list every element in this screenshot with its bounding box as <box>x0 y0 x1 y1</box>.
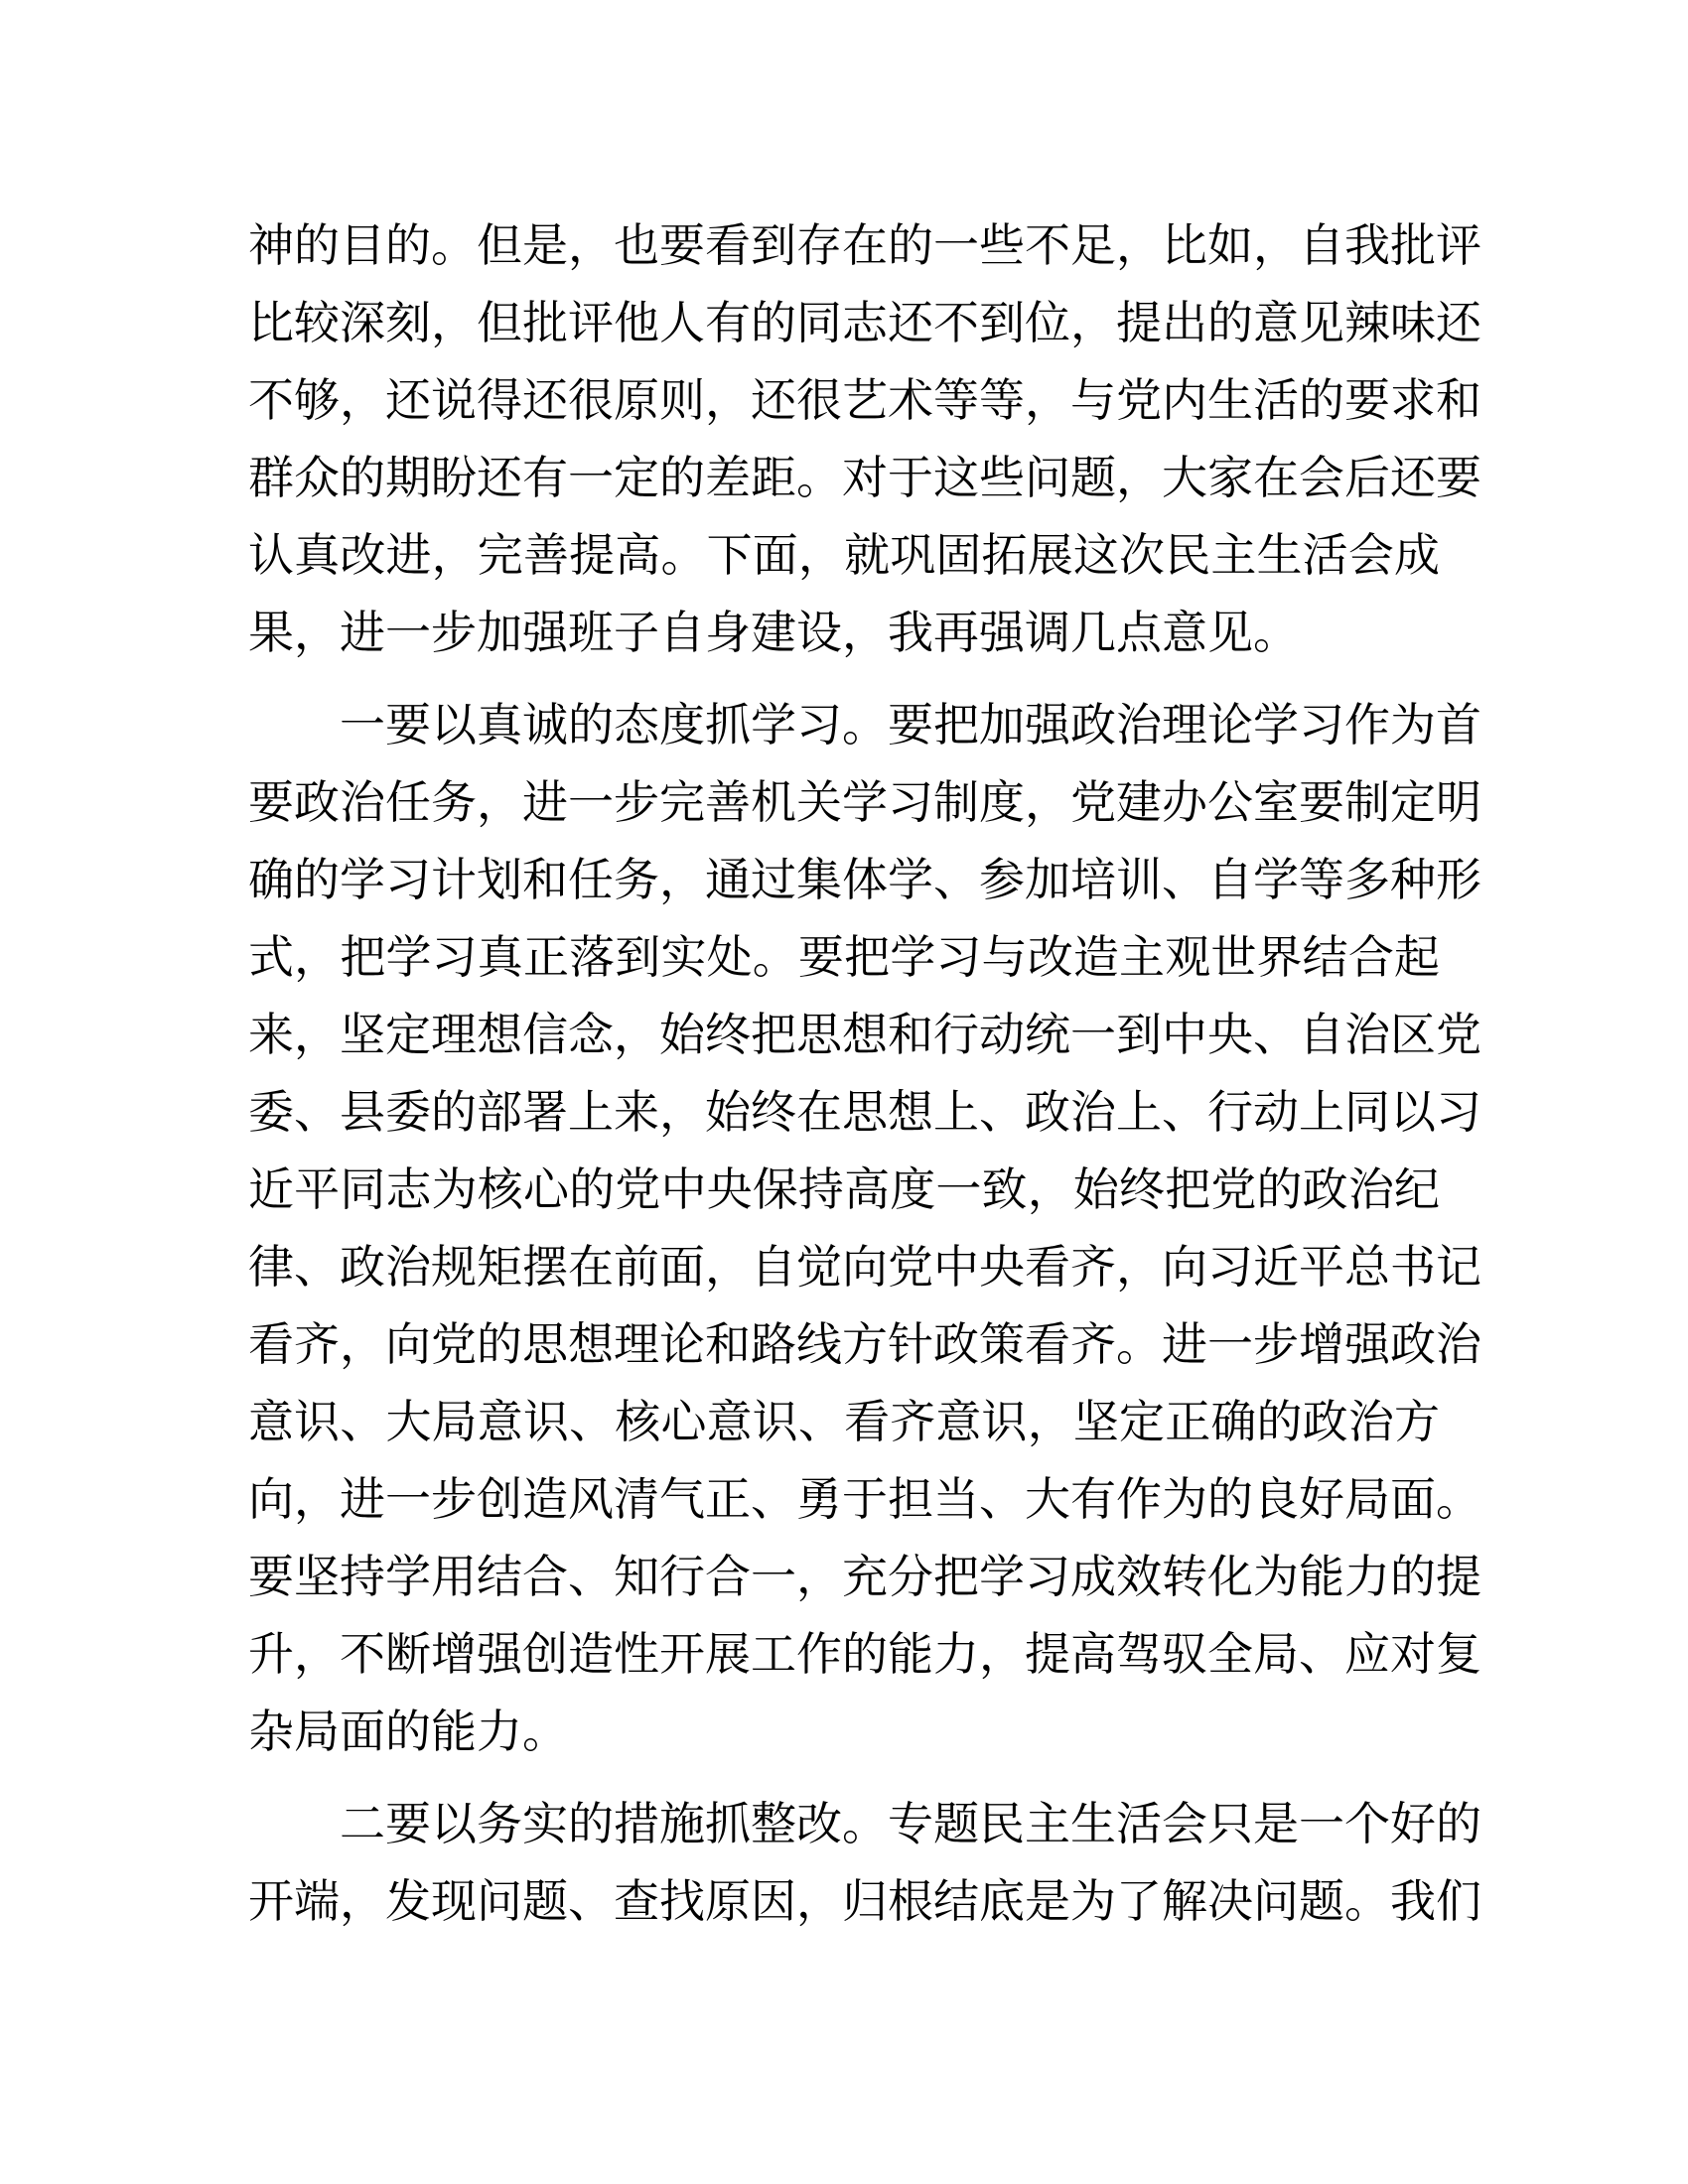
text-line: 式，把学习真正落到实处。要把学习与改造主观世界结合起 <box>248 930 1440 984</box>
text-line: 果，进一步加强班子自身建设，我再强调几点意见。 <box>248 606 1299 659</box>
text-line: 要坚持学用结合、知行合一，充分把学习成效转化为能力的提 <box>248 1550 1481 1603</box>
text-line: 杂局面的能力。 <box>248 1705 568 1758</box>
text-line: 升，不断增强创造性开展工作的能力，提高驾驭全局、应对复 <box>248 1627 1481 1681</box>
text-line: 二要以务实的措施抓整改。专题民主生活会只是一个好的 <box>340 1797 1481 1850</box>
paragraph-intro-conclusion <box>248 210 1481 675</box>
text-line: 意识、大局意识、核心意识、看齐意识，坚定正确的政治方 <box>248 1395 1440 1448</box>
text-line: 神的目的。但是，也要看到存在的一些不足，比如，自我批评 <box>248 218 1481 272</box>
paragraph-point-two-rectification <box>248 1789 1481 1944</box>
text-line: 开端，发现问题、查找原因，归根结底是为了解决问题。我们 <box>248 1874 1481 1928</box>
paragraph-point-one-study <box>248 690 1481 1774</box>
text-line: 要政治任务，进一步完善机关学习制度，党建办公室要制定明 <box>248 775 1481 829</box>
text-line: 看齐，向党的思想理论和路线方针政策看齐。进一步增强政治 <box>248 1317 1481 1371</box>
body-text <box>248 210 1481 1959</box>
text-line: 委、县委的部署上来，始终在思想上、政治上、行动上同以习 <box>248 1085 1481 1139</box>
text-line: 认真改进，完善提高。下面，就巩固拓展这次民主生活会成 <box>248 528 1440 582</box>
text-line: 不够，还说得还很原则，还很艺术等等，与党内生活的要求和 <box>248 373 1481 427</box>
text-line: 来，坚定理想信念，始终把思想和行动统一到中央、自治区党 <box>248 1008 1481 1061</box>
text-line: 向，进一步创造风清气正、勇于担当、大有作为的良好局面。 <box>248 1472 1481 1526</box>
text-line: 比较深刻，但批评他人有的同志还不到位，提出的意见辣味还 <box>248 296 1481 349</box>
text-line: 确的学习计划和任务，通过集体学、参加培训、自学等多种形 <box>248 853 1481 906</box>
text-line: 近平同志为核心的党中央保持高度一致，始终把党的政治纪 <box>248 1162 1440 1216</box>
text-line: 一要以真诚的态度抓学习。要把加强政治理论学习作为首 <box>340 698 1481 751</box>
text-line: 群众的期盼还有一定的差距。对于这些问题，大家在会后还要 <box>248 451 1481 504</box>
text-line: 律、政治规矩摆在前面，自觉向党中央看齐，向习近平总书记 <box>248 1240 1481 1294</box>
